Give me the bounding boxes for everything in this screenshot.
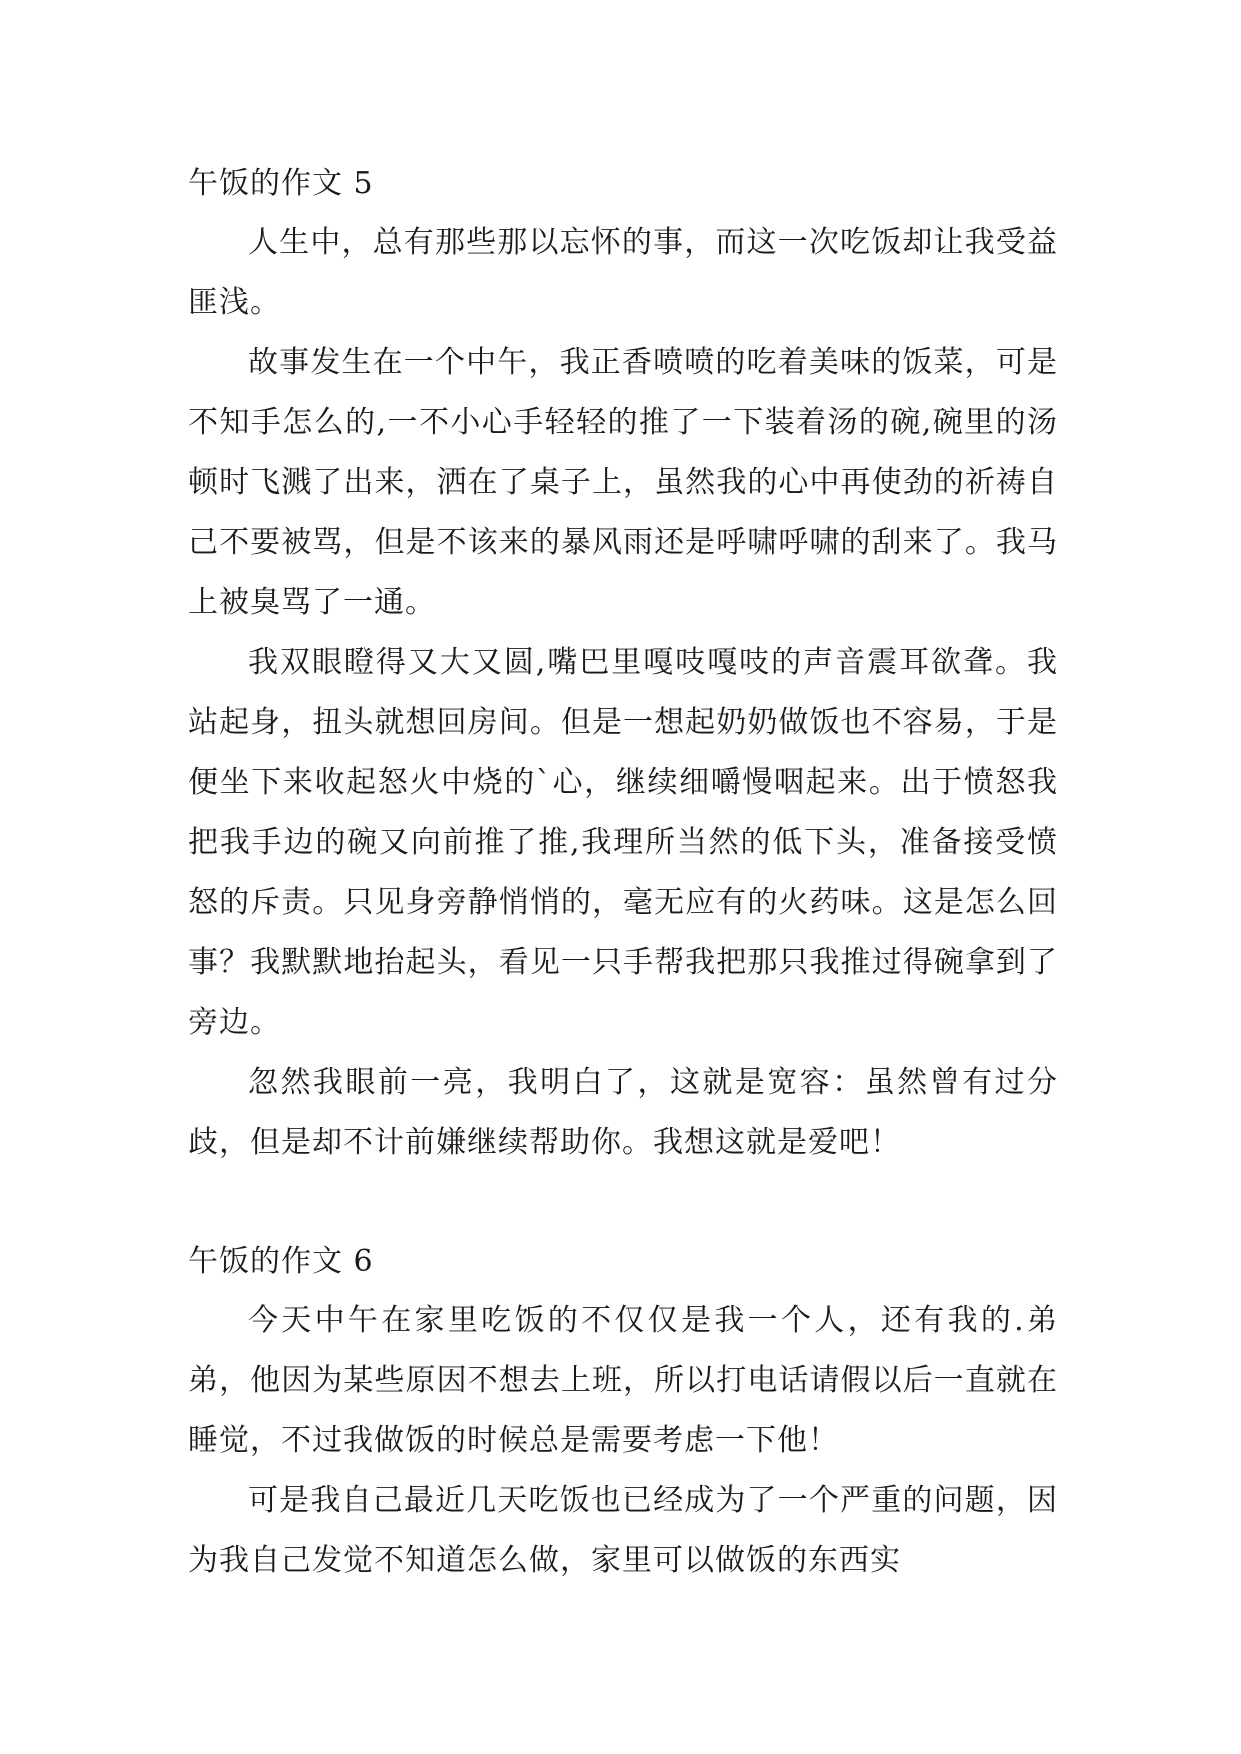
section-title: 午饭的作文 6: [188, 1244, 374, 1279]
paragraph: 忽然我眼前一亮，我明白了，这就是宽容：虽然曾有过分歧，但是却不计前嫌继续帮助你。我想这就是爱吧！: [188, 1065, 1058, 1160]
paragraph: 可是我自己最近几天吃饭也已经成为了一个严重的问题，因为我自己发觉不知道怎么做，家里可以做饭的东西实: [188, 1483, 1058, 1578]
paragraph: 人生中，总有那些那以忘怀的事，而这一次吃饭却让我受益匪浅。: [188, 225, 1058, 320]
section-title: 午饭的作文 5: [188, 166, 374, 201]
paragraph: 我双眼瞪得又大又圆,嘴巴里嘎吱嘎吱的声音震耳欲聋。我站起身，扭头就想回房间。但是一想起奶奶做饭也不容易，于是便坐下来收起怒火中烧的`心，继续细嚼慢咽起来。出于愤怒我把我手边的碗又向前推了推,我理所当然的低下头，准备接受愤怒的斥责。只见身旁静悄悄的，毫无应有的火药味。这是怎么回事？我默默地抬起头，看见一只手帮我把那只我推过得碗拿到了旁边。: [188, 645, 1058, 1040]
essay-section-6: [188, 1233, 1058, 1591]
essay-section-5: [188, 155, 1058, 1173]
paragraph: 今天中午在家里吃饭的不仅仅是我一个人，还有我的.弟弟，他因为某些原因不想去上班，所以打电话请假以后一直就在睡觉，不过我做饭的时候总是需要考虑一下他！: [188, 1303, 1058, 1458]
paragraph: 故事发生在一个中午，我正香喷喷的吃着美味的饭菜，可是不知手怎么的,一不小心手轻轻的推了一下装着汤的碗,碗里的汤顿时飞溅了出来，洒在了桌子上，虽然我的心中再使劲的祈祷自己不要被骂，但是不该来的暴风雨还是呼啸呼啸的刮来了。我马上被臭骂了一通。: [188, 345, 1058, 620]
document-body: [188, 155, 1058, 1591]
section-spacer: [188, 1173, 1058, 1233]
